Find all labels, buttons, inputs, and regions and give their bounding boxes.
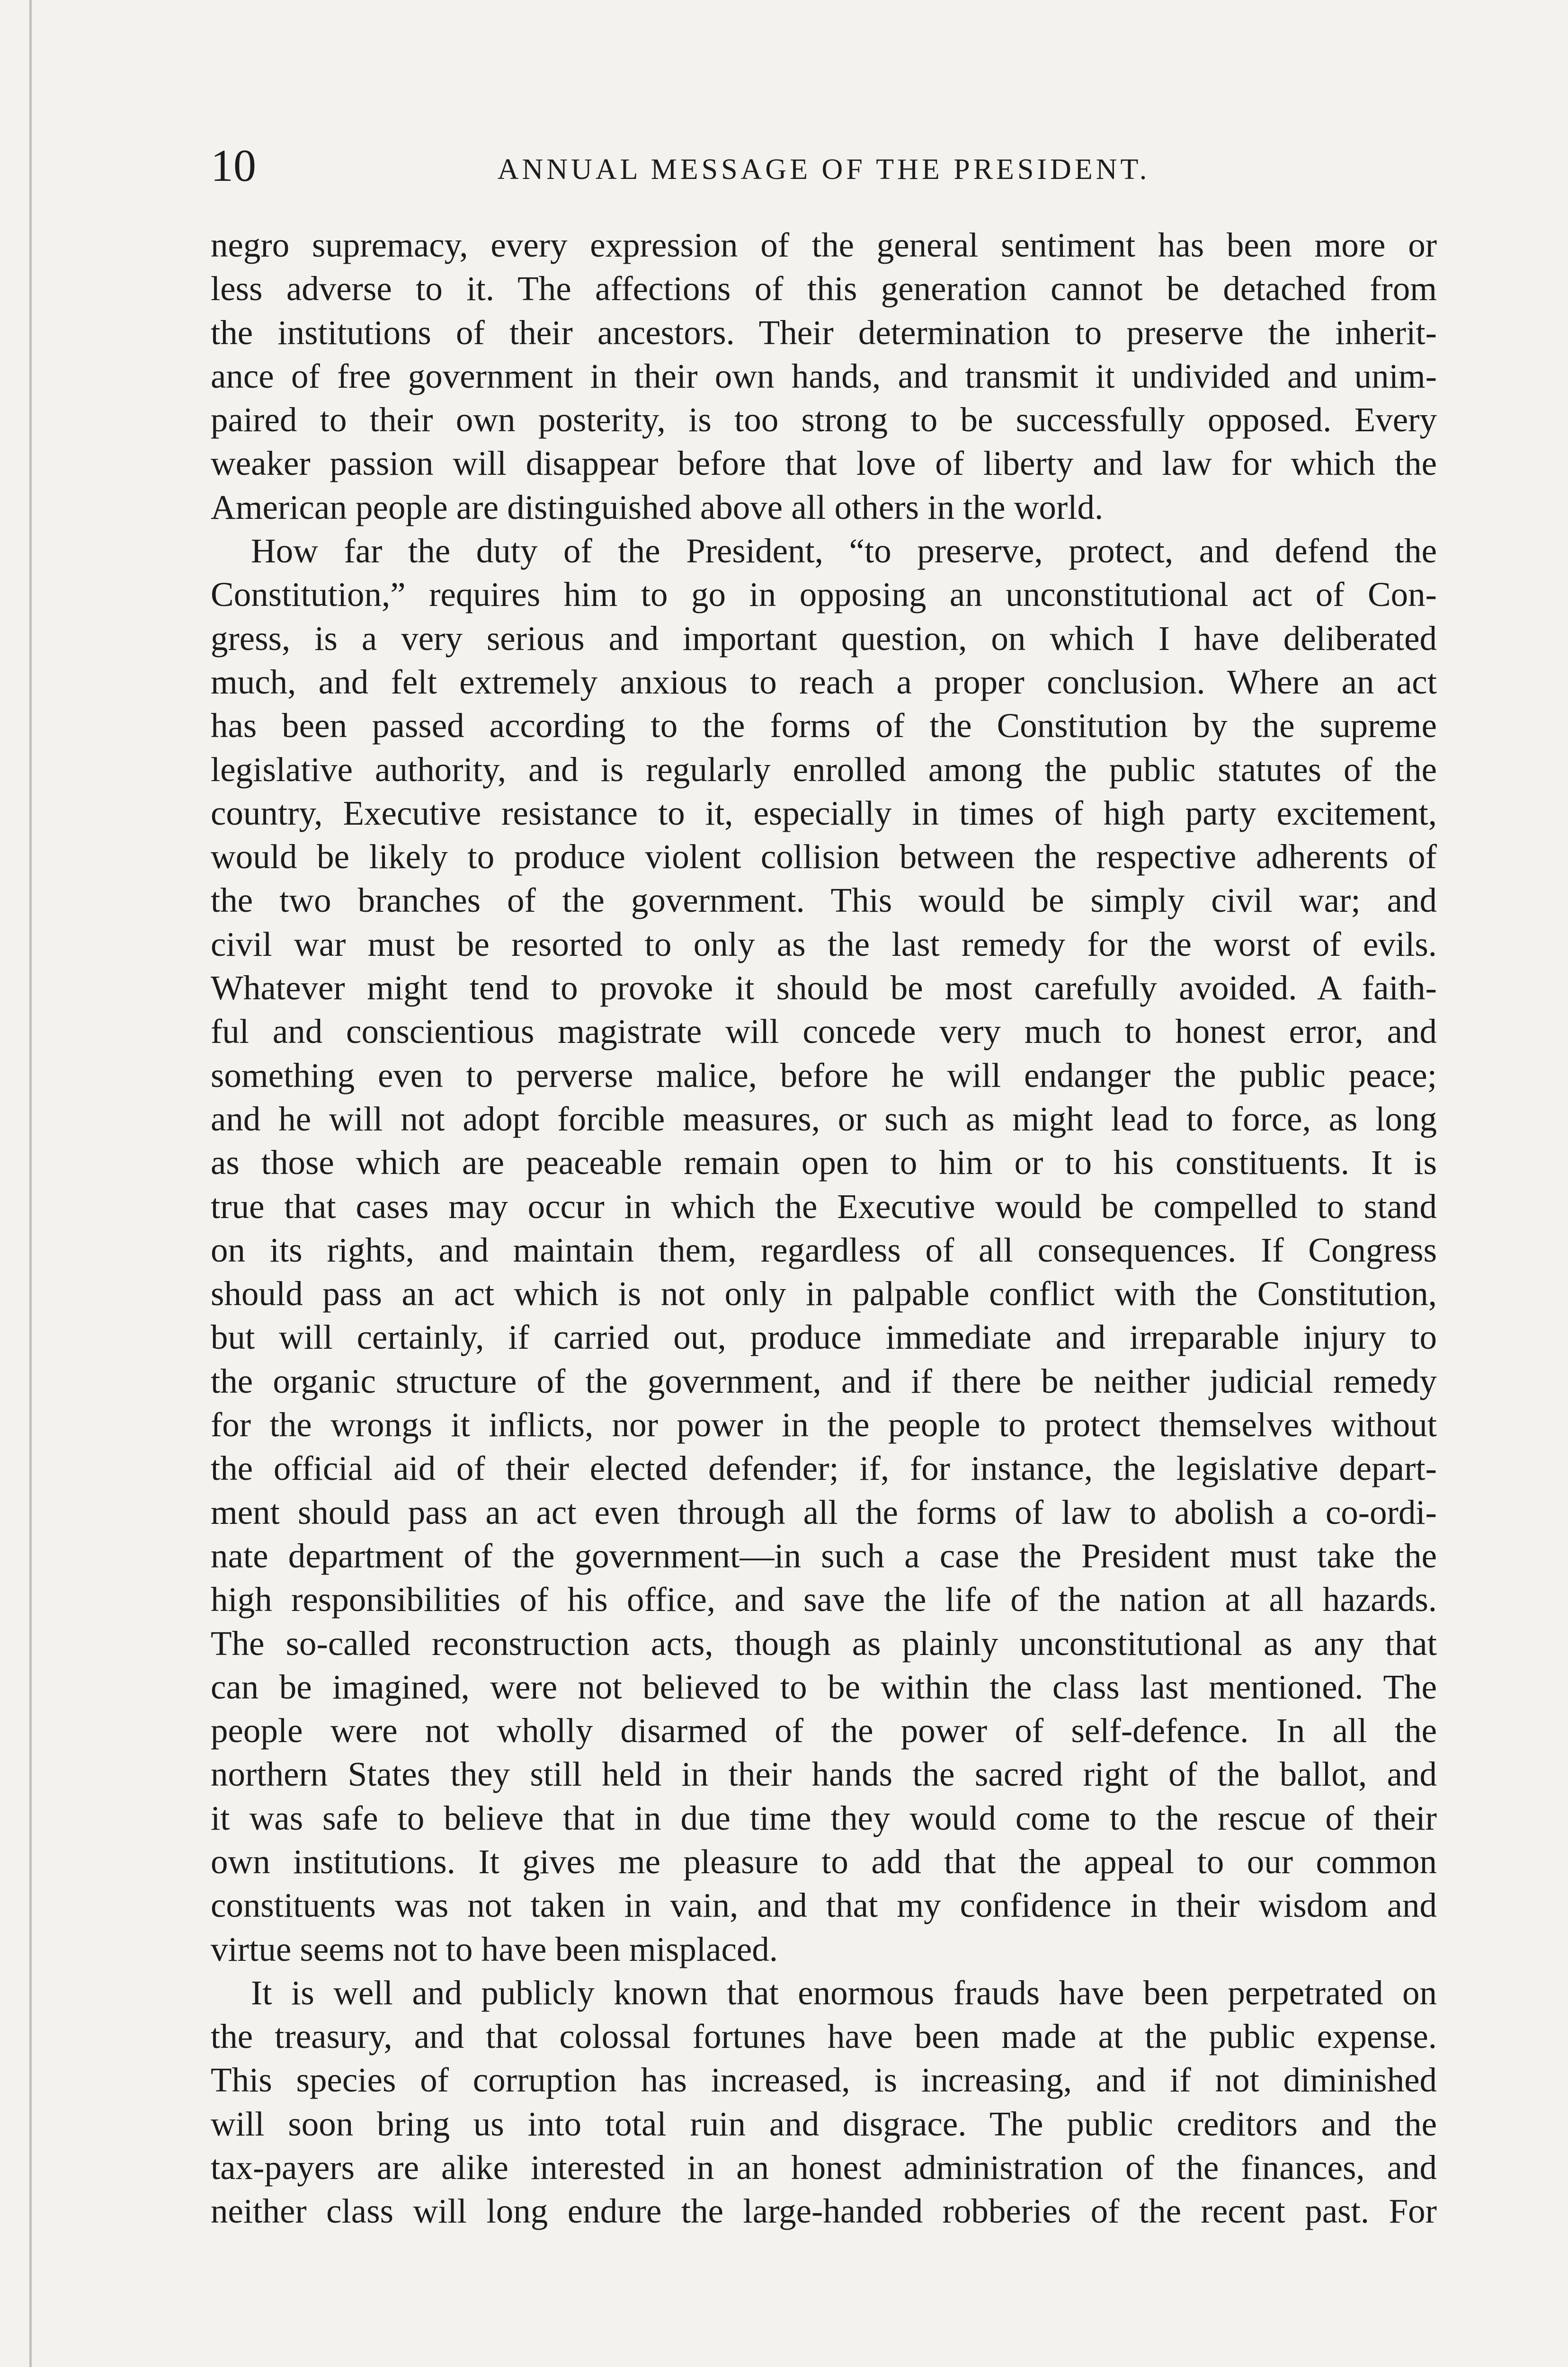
text-line: it was safe to believe that in due time they would come to the rescue of their bbox=[211, 1798, 1437, 1837]
text-line: high responsibilities of his office, and save the life of the nation at all hazards. bbox=[211, 1580, 1437, 1619]
text-line: the two branches of the government. This would be simply civil war; and bbox=[211, 881, 1437, 920]
paragraph-start-line: It is well and publicly known that enormous frauds have been perpetrated on bbox=[251, 1973, 1437, 2012]
text-line: would be likely to produce violent collision between the respective adherents of bbox=[211, 837, 1437, 876]
text-line: on its rights, and maintain them, regardless of all consequences. If Congress bbox=[211, 1230, 1437, 1269]
text-line: people were not wholly disarmed of the power of self-defence. In all the bbox=[211, 1711, 1437, 1750]
text-line: something even to perverse malice, before he will endanger the public peace; bbox=[211, 1056, 1437, 1095]
text-line: the institutions of their ancestors. Their determination to preserve the inherit- bbox=[211, 313, 1437, 352]
text-line: tax-payers are alike interested in an honest administration of the finances, and bbox=[211, 2148, 1437, 2187]
text-line: ance of free government in their own hands, and transmit it undivided and unim- bbox=[211, 356, 1437, 395]
text-line: can be imagined, were not believed to be within the class last mentioned. The bbox=[211, 1667, 1437, 1706]
text-line: gress, is a very serious and important question, on which I have deliberated bbox=[211, 619, 1437, 658]
paragraph-start-line: How far the duty of the President, “to preserve, protect, and defend the bbox=[251, 532, 1437, 570]
text-line: much, and felt extremely anxious to reach a proper conclusion. Where an act bbox=[211, 662, 1437, 701]
text-line: American people are distinguished above all others in the world. bbox=[211, 488, 1104, 526]
text-line: as those which are peaceable remain open to him or to his constituents. It is bbox=[211, 1143, 1437, 1182]
text-line: but will certainly, if carried out, produce immediate and irreparable injury to bbox=[211, 1318, 1437, 1357]
text-line: true that cases may occur in which the Executive would be compelled to stand bbox=[211, 1187, 1437, 1226]
text-line: The so-called reconstruction acts, though as plainly unconstitutional as any that bbox=[211, 1624, 1437, 1663]
page-number: 10 bbox=[211, 140, 256, 191]
text-line: Whatever might tend to provoke it should be most carefully avoided. A faith- bbox=[211, 969, 1437, 1007]
text-line: negro supremacy, every expression of the general sentiment has been more or bbox=[211, 226, 1437, 264]
text-line: country, Executive resistance to it, especially in times of high party excitement, bbox=[211, 793, 1437, 832]
text-line: This species of corruption has increased, is increasing, and if not diminished bbox=[211, 2061, 1437, 2100]
text-line: for the wrongs it inflicts, nor power in the people to protect themselves without bbox=[211, 1406, 1437, 1444]
text-line: ment should pass an act even through all the forms of law to abolish a co-ordi- bbox=[211, 1493, 1437, 1531]
page-header bbox=[211, 137, 1437, 194]
text-line: less adverse to it. The affections of this generation cannot be detached from bbox=[211, 269, 1437, 308]
text-line: legislative authority, and is regularly enrolled among the public statutes of the bbox=[211, 750, 1437, 789]
text-line: virtue seems not to have been misplaced. bbox=[211, 1930, 778, 1968]
text-line: northern States they still held in their hands the sacred right of the ballot, and bbox=[211, 1755, 1437, 1794]
text-line: nate department of the government—in such a case the President must take the bbox=[211, 1536, 1437, 1575]
text-line: the treasury, and that colossal fortunes have been made at the public expense. bbox=[211, 2017, 1437, 2056]
text-line: civil war must be resorted to only as the last remedy for the worst of evils. bbox=[211, 925, 1437, 963]
text-line: ful and conscientious magistrate will concede very much to honest error, and bbox=[211, 1012, 1437, 1051]
text-line: and he will not adopt forcible measures, or such as might lead to force, as long bbox=[211, 1099, 1437, 1138]
text-line: the organic structure of the government, and if there be neither judicial remedy bbox=[211, 1361, 1437, 1400]
text-line: paired to their own posterity, is too strong to be successfully opposed. Every bbox=[211, 400, 1437, 439]
page-binding-edge bbox=[29, 0, 32, 2367]
text-line: will soon bring us into total ruin and disgrace. The public creditors and the bbox=[211, 2104, 1437, 2143]
text-line: has been passed according to the forms of the Constitution by the supreme bbox=[211, 706, 1437, 745]
text-line: own institutions. It gives me pleasure to add that the appeal to our common bbox=[211, 1842, 1437, 1881]
text-line: neither class will long endure the large-handed robberies of the recent past. For bbox=[211, 2192, 1437, 2231]
text-line: should pass an act which is not only in palpable conflict with the Constitution, bbox=[211, 1274, 1437, 1313]
text-line: constituents was not taken in vain, and that my confidence in their wisdom and bbox=[211, 1886, 1437, 1925]
running-title: ANNUAL MESSAGE OF THE PRESIDENT. bbox=[497, 153, 1150, 186]
text-line: weaker passion will disappear before that love of liberty and law for which the bbox=[211, 444, 1437, 483]
body-text bbox=[211, 223, 1437, 2234]
text-line: Constitution,” requires him to go in opposing an unconstitutional act of Con- bbox=[211, 575, 1437, 614]
text-line: the official aid of their elected defender; if, for instance, the legislative depart- bbox=[211, 1449, 1437, 1488]
